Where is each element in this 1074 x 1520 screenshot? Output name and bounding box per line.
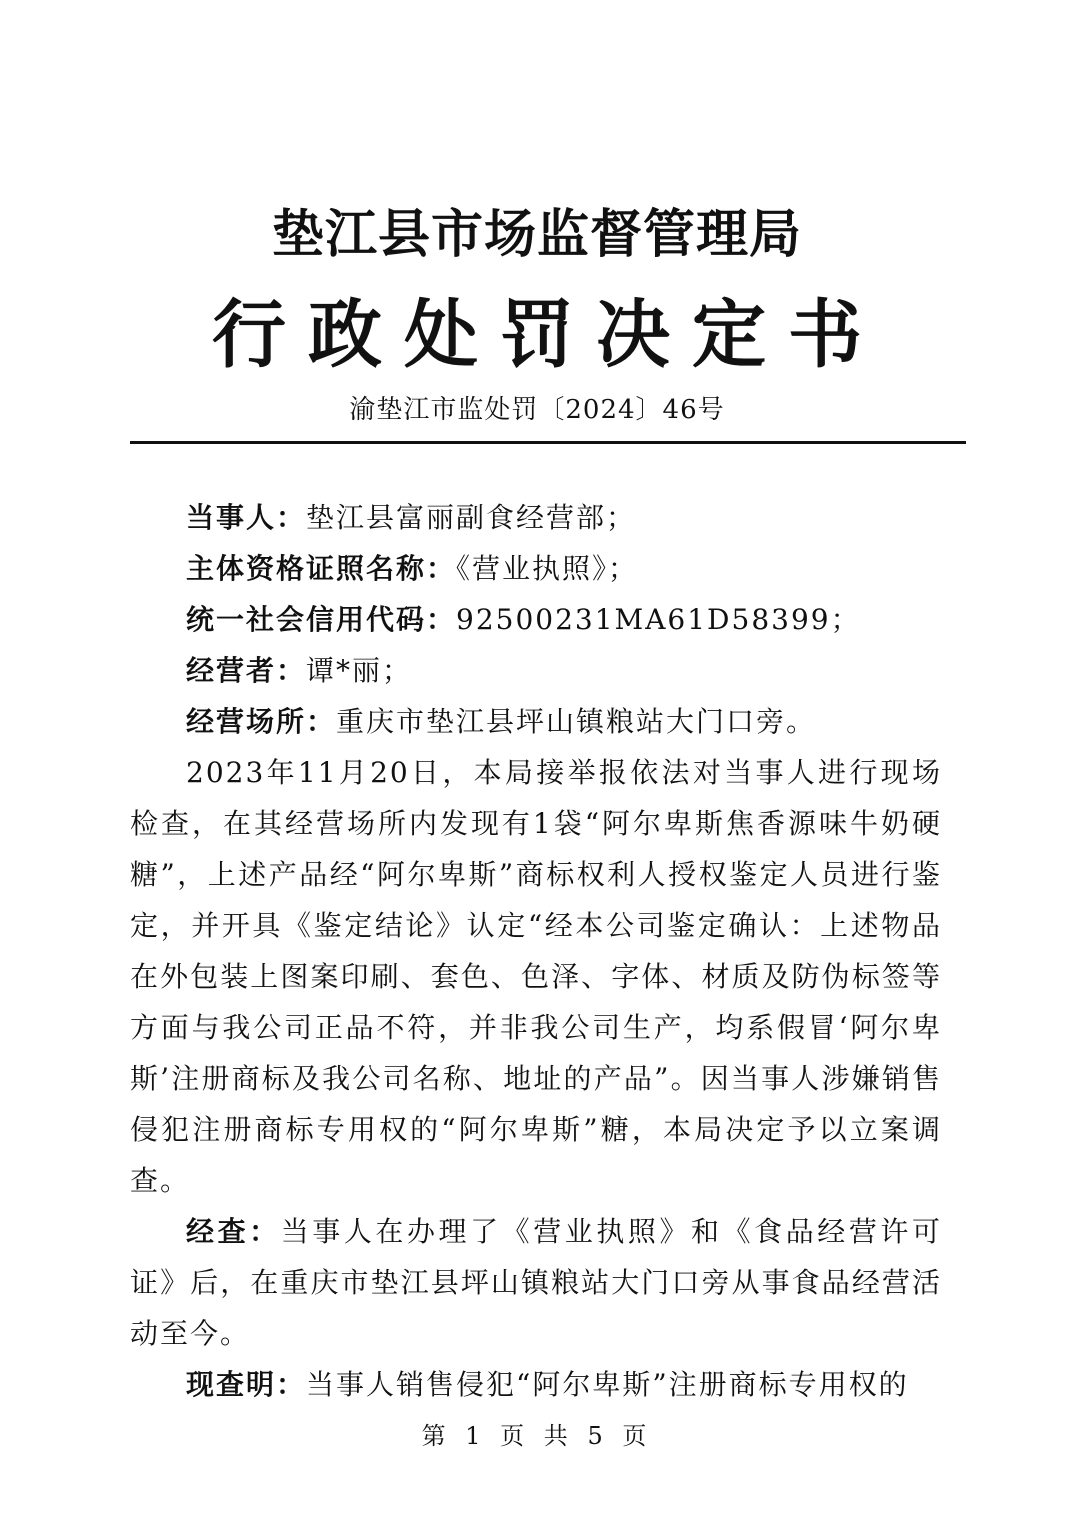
license-label: 主体资格证照名称：	[186, 552, 457, 585]
license-value: 《营业执照》；	[456, 552, 639, 585]
operator-line	[130, 645, 942, 696]
finding-text: 当事人销售侵犯“阿尔卑斯”注册商标专用权的	[306, 1368, 909, 1401]
page-number-footer: 第 1 页 共 5 页	[421, 1422, 653, 1450]
license-line	[130, 543, 942, 594]
party-value: 垫江县富丽副食经营部；	[306, 501, 637, 534]
party-line	[130, 492, 942, 543]
document-number: 渝垫江市监处罚〔2024〕46号	[349, 395, 725, 425]
premises-line	[130, 696, 942, 747]
document-title: 行政处罚决定书	[212, 292, 884, 378]
finding-paragraph	[130, 1359, 942, 1410]
credit-code-line	[130, 594, 942, 645]
issuing-authority-title: 垫江县市场监督管理局	[271, 204, 802, 265]
investigation-label: 经查：	[186, 1215, 281, 1248]
document-body	[130, 492, 942, 1410]
header-divider	[130, 441, 966, 444]
premises-label: 经营场所：	[186, 705, 337, 738]
investigation-paragraph	[130, 1206, 942, 1359]
intro-paragraph: 2023年11月20日，本局接举报依法对当事人进行现场检查，在其经营场所内发现有1袋“阿尔卑斯焦香源味牛奶硬糖”，上述产品经“阿尔卑斯”商标权利人授权鉴定人员进行鉴定，并开具《鉴定结论》认定“经本公司鉴定确认：上述物品在外包装上图案印刷、套色、色泽、字体、材质及防伪标签等方面与我公司正品不符，并非我公司生产，均系假冒‘阿尔卑斯’注册商标及我公司名称、地址的产品”。因当事人涉嫌销售侵犯注册商标专用权的“阿尔卑斯”糖，本局决定予以立案调查。	[130, 756, 942, 1197]
finding-label: 现查明：	[186, 1368, 307, 1401]
investigation-text: 当事人在办理了《营业执照》和《食品经营许可证》后，在重庆市垫江县坪山镇粮站大门口旁从事食品经营活动至今。	[130, 1215, 942, 1350]
premises-value: 重庆市垫江县坪山镇粮站大门口旁。	[336, 705, 817, 738]
operator-value: 谭*丽；	[306, 654, 413, 687]
operator-label: 经营者：	[186, 654, 307, 687]
party-label: 当事人：	[186, 501, 307, 534]
credit-code-label: 统一社会信用代码：	[186, 603, 457, 636]
credit-code-value: 92500231MA61D58399；	[456, 603, 861, 636]
